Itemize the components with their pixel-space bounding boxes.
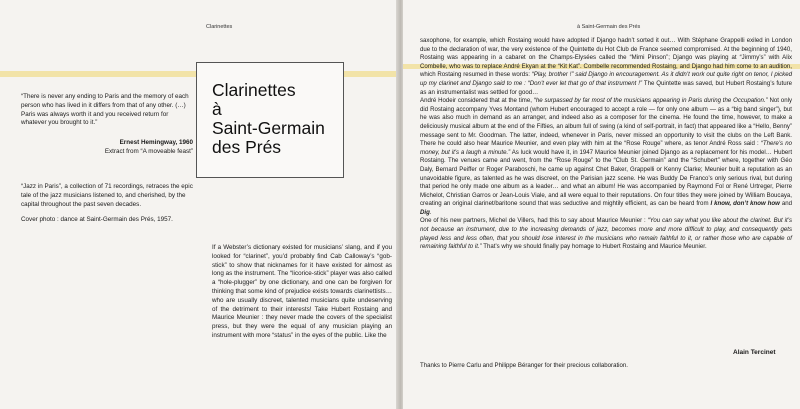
left-page-header: Clarinettes [206, 24, 233, 30]
title-line-2: à [212, 99, 222, 119]
title-box [196, 62, 344, 178]
left-page [0, 0, 398, 409]
paragraph-2-quote-2: “There’s no money, but it’s a laugh a minute.” [420, 140, 792, 156]
paragraph-2-period: . [429, 208, 432, 216]
paragraph-1-text: saxophone, for example, which Rostaing would have adopted if Django hadn’t sorted it out… With Stéphane Grappelli exiled in London due to the declaration of war, the very existence of the Quintette du Hot Club de France seemed compromised. At the beginning of 1940, Rostaing was appearing in a cabaret on the Champs-Elysées called the “Mimi Pinson”; Django was playing at “Jimmy’s” with Alix Combelle, who was to replace André Ekyan at the “Kit Kat”. Combelle recommended Rostaing, and Django had him come to an audition, which Rostaing resumed in these words: [420, 37, 792, 79]
yellow-band-left [0, 71, 196, 77]
paragraph-2-and: and [779, 200, 792, 208]
author-signature: Alain Tercinet [733, 349, 776, 356]
title-line-1: Clarinettes [212, 80, 296, 100]
quote-author: Ernest Hemingway, 1960 [119, 139, 193, 146]
article-body [420, 37, 792, 252]
paragraph-2-quote: “he surpassed by far most of the musicians appearing in Paris during the Occupation.” [533, 97, 768, 105]
hemingway-quote: “There is never any ending to Paris and the memory of each person who has lived in it differs from that of any other. (…) Paris was always worth it and you received return for whatever you brought to it.” [21, 93, 189, 127]
paragraph-2-rest: As luck would have it, in 1947 Maurice Meunier joined Django as a replacement for his model… Hubert Rostaing. The venues came and went, from the “Rose Rouge” to the “Club St. Germain” and the “Schubert” where, together with Géo Daly, Bernard Peiffer or Roger Paraboschi, he came up against Chet Baker, Grappelli or Kenny Clarke; Meunier built a reputation as an unavoidable figure, as talented as he was discreet, on the Parisian jazz scene. He was Buddy De Franco’s only serious rival, but during that period he only made one album as a leader… and what an album! He was accompanied by Raymond Fol or René Urtreger, Pierre Michelot, Christian Garros or Jean-Louis Viale, and all were equal to their reputations. On four titles they were joined by William Boucaya, creating an original clarinet/baritone sound that was seductive and mightily efficient, as can be heard from [420, 148, 793, 208]
title-dig: Dig [420, 208, 430, 216]
paragraph-3-end: That’s why we should finally pay homage to Hubert Rostaing and Maurice Meunier. [481, 243, 707, 251]
jazz-in-paris-text: “Jazz in Paris”, a collection of 71 recordings, retraces the epic tale of the jazz musicians listened to, and cherished, by the capital throughout the past seven decades. [21, 183, 193, 208]
title-line-3: Saint-Germain [212, 118, 325, 138]
title-i-know: I know, don’t know how [710, 200, 780, 208]
thanks-note: Thanks to Pierre Carlu and Philippe Béranger for their precious collaboration. [420, 362, 628, 369]
right-page-header: à Saint-Germain des Prés [577, 24, 641, 30]
title-line-4: des Prés [212, 137, 282, 157]
paragraph-1-quote: “Play, brother !” said Django in encouragement. As it didn’t work out quite right on tenor, I picked up my clarinet and Django said to me : “Don’t ever let that go of that instrument !” [420, 71, 792, 87]
paragraph-3-quote: “You can say what you like about the clarinet. But it’s not because an instrument, due to the increasing demands of jazz, becomes more and more difficult to play, and consequently gets played less and less often, that you should lose interest in the musicians who remain faithful to it, or rather those who are capable of remaining faithful to it.” [420, 217, 792, 251]
yellow-band-left-2 [344, 71, 398, 77]
paragraph-2-middle: Not only did Rostaing accompany Yves Montand (whom Hubert encouraged to accept a role — for only one album — as a “big band singer”), but he was also much in demand as an arranger, and indeed also as a composer for the cinema. He found the time, however, to make a deliciously musical album at the end of the Fifties, an album full of swing (a kind of self-portrait, in fact) that appeared like a “Hello, Benny” message sent to Mr. Goodman. The latter, indeed, whenever in Paris, never missed an opportunity to visit the clubs on the Left Bank. There he could also hear Maurice Meunier, and even play with him at the “Rose Rouge” where, as tenor André Ross said : [420, 97, 792, 148]
paragraph-3-text: One of his new partners, Michel de Villers, had this to say about Maurice Meunier : [420, 217, 648, 225]
cover-photo-caption: Cover photo : dance at Saint-Germain des Prés, 1957. [21, 216, 173, 223]
webster-paragraph: If a Webster’s dictionary existed for musicians’ slang, and if you looked for “clarinet”, you’d probably find Cab Calloway’s “gob-stick” to show that nicknames for it have existed for almost as long as the instrument. The “licorice-stick” player was also called a “hole-plugger” by one dictionary, and one can be forgiven for thinking that some kind of prejudice exists towards clarinettists… who are usually discreet, talented musicians quite undeserving of the detriment to their interests! Take Hubert Rostaing and Maurice Meunier : they never made the covers of the specialist press, but they were the equal of any musician playing an instrument with more “status” in the eyes of the public. Like the [212, 244, 392, 339]
paragraph-2-text: André Hodeir considered that at the time, [420, 97, 534, 105]
paragraph-1-end: The Quintette was saved, but Hubert Rostaing’s future as an instrumentalist was settled for good… [420, 79, 793, 96]
right-page [403, 0, 800, 409]
quote-source: Extract from “A moveable feast” [104, 148, 193, 155]
